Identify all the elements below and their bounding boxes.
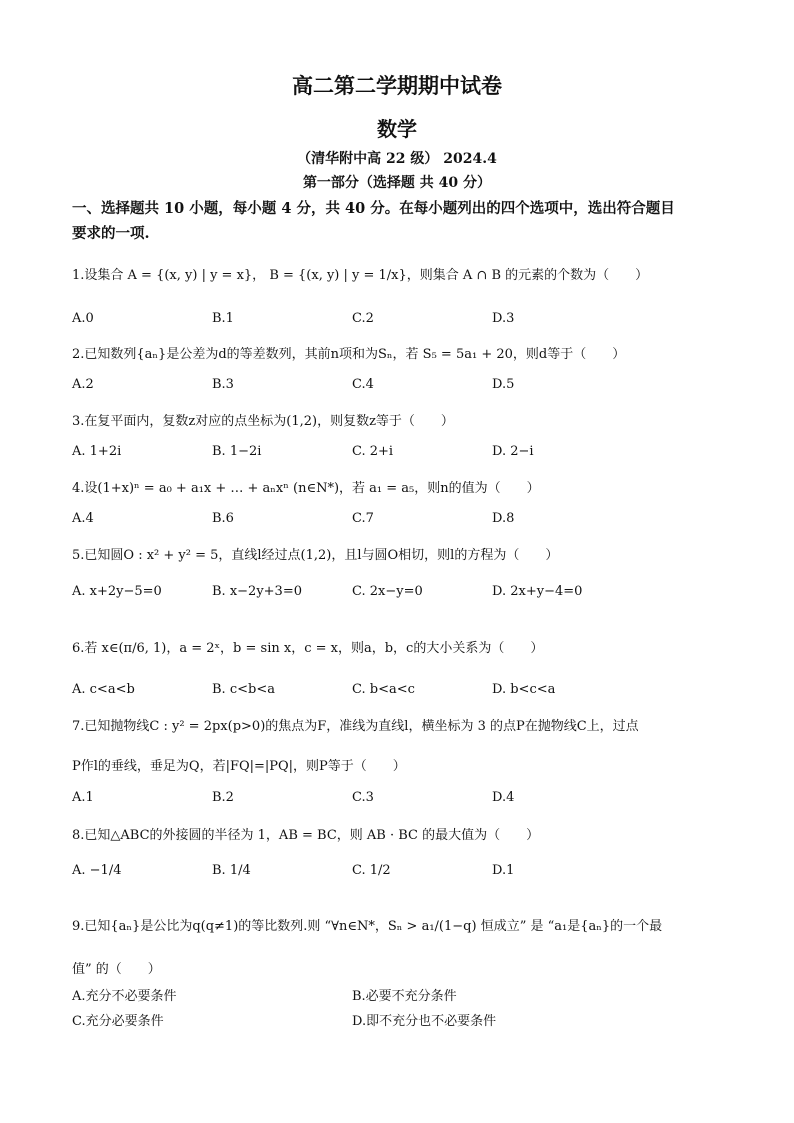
- question-2-stem: 2.已知数列{aₙ}是公差为d的等差数列，其前n项和为Sₙ，若 S₅ = 5a₁ + 20，则d等于（ ）: [72, 347, 626, 362]
- question-3-option-d: D. 2−i: [492, 444, 534, 459]
- question-8-stem: 8.已知△ABC的外接圆的半径为 1，AB = BC，则 AB · BC 的最大值为（ ）: [72, 828, 540, 843]
- question-4-option-c: C.7: [352, 511, 374, 526]
- question-9-option-c: C.充分必要条件: [72, 1014, 164, 1029]
- question-4-stem: 4.设(1+x)ⁿ = a₀ + a₁x + … + aₙxⁿ (n∈N*)，若 a₁ = a₅，则n的值为（ ）: [72, 481, 540, 496]
- question-2-option-b: B.3: [212, 377, 234, 392]
- question-3-option-c: C. 2+i: [352, 444, 394, 459]
- school-date-line: （清华附中高 22 级） 2024.4: [297, 151, 497, 167]
- exam-title: 高二第二学期期中试卷: [292, 73, 502, 98]
- question-7-option-d: D.4: [492, 790, 515, 805]
- question-8-option-b: B. 1/4: [212, 863, 251, 878]
- question-4-option-a: A.4: [72, 511, 94, 526]
- question-7-option-c: C.3: [352, 790, 374, 805]
- question-1-option-a: A.0: [72, 311, 94, 326]
- question-5-option-d: D. 2x+y−4=0: [492, 584, 583, 599]
- question-8-option-c: C. 1/2: [352, 863, 391, 878]
- question-5-stem: 5.已知圆O : x² + y² = 5，直线l经过点(1,2)，且l与圆O相切，则l的方程为（ ）: [72, 548, 559, 563]
- question-2-option-d: D.5: [492, 377, 515, 392]
- question-7-stem-line1: 7.已知抛物线C : y² = 2px(p>0)的焦点为F，准线为直线l，横坐标为 3 的点P在抛物线C上，过点: [72, 719, 639, 734]
- question-9-stem-line1: 9.已知{aₙ}是公比为q(q≠1)的等比数列.则 “∀n∈N*，Sₙ > a₁/(1−q) 恒成立” 是 “a₁是{aₙ}的一个最: [72, 919, 663, 934]
- question-5-option-a: A. x+2y−5=0: [72, 584, 162, 599]
- question-1-stem: 1.设集合 A = {(x, y) | y = x}， B = {(x, y) | y = 1/x}，则集合 A ∩ B 的元素的个数为（ ）: [72, 268, 649, 283]
- question-9-option-a: A.充分不必要条件: [72, 989, 177, 1004]
- subject-title: 数学: [377, 117, 417, 141]
- question-1-option-d: D.3: [492, 311, 515, 326]
- section-instruction-line1: 一、选择题共 10 小题，每小题 4 分，共 40 分。在每小题列出的四个选项中，选出符合题目: [72, 200, 675, 217]
- question-8-option-d: D.1: [492, 863, 515, 878]
- question-1-option-c: C.2: [352, 311, 374, 326]
- question-4-option-d: D.8: [492, 511, 515, 526]
- question-9-option-d: D.即不充分也不必要条件: [352, 1014, 497, 1029]
- question-6-option-a: A. c<a<b: [72, 682, 135, 697]
- section-instruction-line2: 要求的一项.: [72, 225, 150, 242]
- question-8-option-a: A. −1/4: [72, 863, 122, 878]
- question-2-option-c: C.4: [352, 377, 374, 392]
- question-3-stem: 3.在复平面内，复数z对应的点坐标为(1,2)，则复数z等于（ ）: [72, 414, 454, 429]
- question-6-stem: 6.若 x∈(π/6, 1)，a = 2ˣ，b = sin x，c = x，则a，b，c的大小关系为（ ）: [72, 641, 544, 656]
- question-4-option-b: B.6: [212, 511, 234, 526]
- question-5-option-c: C. 2x−y=0: [352, 584, 423, 599]
- question-9-stem-line2: 值” 的（ ）: [72, 962, 161, 977]
- part-heading: 第一部分（选择题 共 40 分）: [302, 175, 492, 191]
- question-7-stem-line2: P作l的垂线，垂足为Q，若|FQ|=|PQ|，则P等于（ ）: [72, 759, 406, 774]
- question-6-option-b: B. c<b<a: [212, 682, 275, 697]
- question-1-option-b: B.1: [212, 311, 234, 326]
- question-2-option-a: A.2: [72, 377, 94, 392]
- question-5-option-b: B. x−2y+3=0: [212, 584, 302, 599]
- question-7-option-b: B.2: [212, 790, 234, 805]
- question-3-option-b: B. 1−2i: [212, 444, 262, 459]
- question-9-option-b: B.必要不充分条件: [352, 989, 457, 1004]
- question-6-option-d: D. b<c<a: [492, 682, 556, 697]
- question-6-option-c: C. b<a<c: [352, 682, 415, 697]
- question-3-option-a: A. 1+2i: [72, 444, 122, 459]
- question-7-option-a: A.1: [72, 790, 94, 805]
